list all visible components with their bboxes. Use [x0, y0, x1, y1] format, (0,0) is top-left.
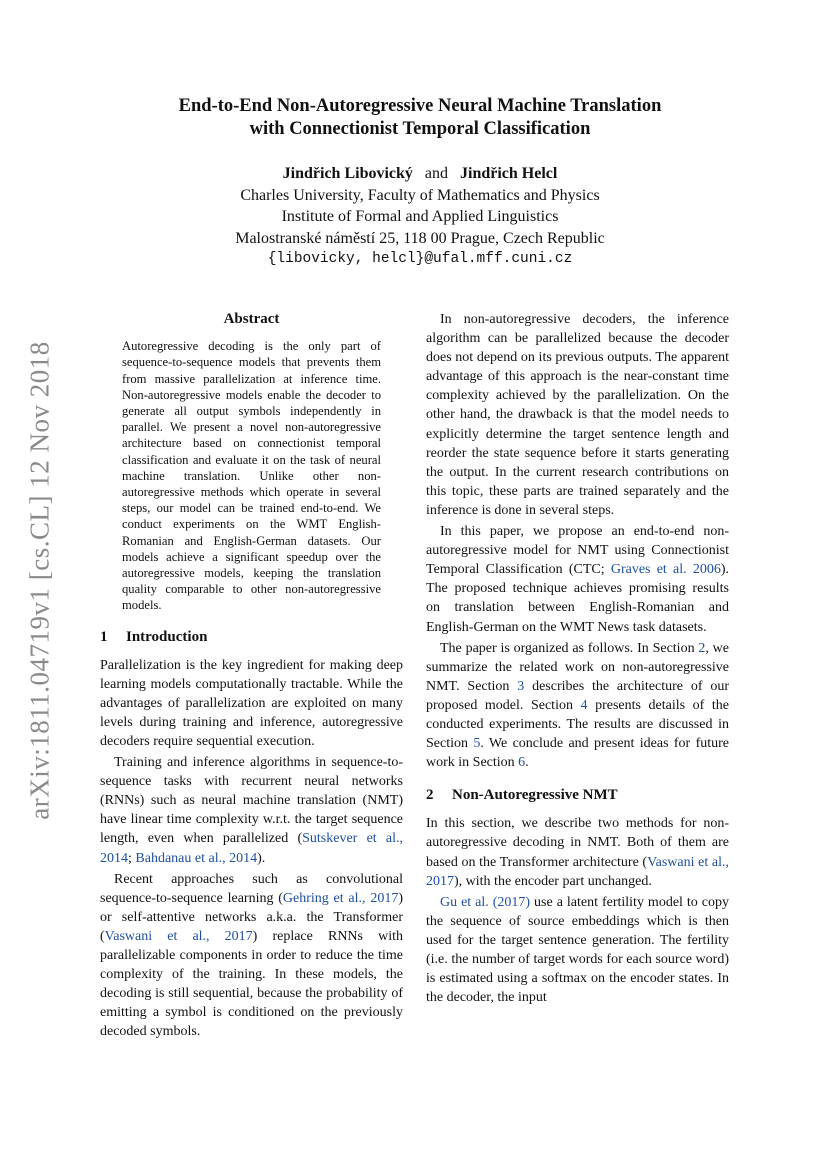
- author-conjunction: and: [424, 165, 449, 182]
- section-2-paragraph-1: In this section, we describe two methods for non-autoregressive decoding in NMT. Both of them are based on the Transformer architecture (Vaswani et al., 2017), with the encoder part unchanged.: [426, 816, 729, 889]
- citation-vaswani-2[interactable]: Vaswani et al., 2017: [426, 854, 729, 889]
- left-column: [100, 310, 403, 1044]
- section-ref-6[interactable]: 6: [518, 755, 526, 771]
- section-ref-3[interactable]: 3: [517, 678, 525, 694]
- citation-sutskever[interactable]: Sutskever et al., 2014: [100, 831, 404, 866]
- author-names: [100, 163, 740, 185]
- section-2-number: 2: [426, 787, 434, 804]
- arxiv-identifier-text: arXiv:1811.04719v1 [cs.CL] 12 Nov 2018: [24, 340, 55, 820]
- title-line-2: with Connectionist Temporal Classification: [249, 119, 591, 139]
- citation-gu[interactable]: Gu et al. (2017): [440, 894, 531, 910]
- right-paragraph-1: In non-autoregressive decoders, the inference algorithm can be parallelized because the decoder does not depend on its previous outputs. The apparent advantage of this approach is the near-constant time complexity achieved by the parallelization. On the other hand, the drawback is that the model needs to explicitly determine the target sentence length and reorder the state sequence before it starts generating the output. In the current research contributions on this topic, these parts are trained separately and the inference is done in several steps.: [426, 312, 729, 518]
- section-2-paragraph-2: Gu et al. (2017) use a latent fertility model to copy the sequence of source embeddings which is then used for the target sentence generation. The fertility (i.e. the number of target words for each source word) is estimated using a softmax on the encoder states. In the decoder, the input: [426, 894, 729, 1006]
- author-1: Jindřich Libovický: [282, 165, 413, 182]
- citation-gehring[interactable]: Gehring et al., 2017: [282, 890, 399, 906]
- section-ref-5[interactable]: 5: [473, 736, 481, 752]
- arxiv-identifier: [18, 330, 62, 830]
- citation-bahdanau[interactable]: Bahdanau et al., 2014: [135, 850, 258, 866]
- right-paragraph-3: The paper is organized as follows. In Section 2, we summarize the related work on non-autoregressive NMT. Section 3 describes the architecture of our proposed model. Section 4 presents details of the conducted experiments. The results are discussed in Section 5. We conclude and present ideas for future work in Section 6.: [426, 640, 730, 771]
- abstract-text: Autoregressive decoding is the only part of sequence-to-sequence models that prevents them from massive parallelization at inference time. Non-autoregressive models enable the decoder to generate all output symbols independently in parallel. We present a novel non-autoregressive architecture based on connectionist temporal classification and evaluate it on the task of neural machine translation. Unlike other non-autoregressive methods which operate in several steps, our model can be trained end-to-end. We conduct experiments on the WMT English-Romanian and English-German datasets. Our models achieve a significant speedup over the autoregressive models, keeping the translation quality comparable to other non-autoregressive models.: [122, 339, 381, 613]
- author-2: Jindřich Helcl: [460, 165, 558, 182]
- section-1-number: 1: [100, 628, 108, 645]
- paper-title: [100, 95, 740, 141]
- affiliation-2: Institute of Formal and Applied Linguistics: [281, 208, 559, 225]
- citation-vaswani[interactable]: Vaswani et al., 2017: [104, 928, 253, 944]
- intro-paragraph-3: Recent approaches such as convolutional sequence-to-sequence learning (Gehring et al., 2017) or self-attentive networks a.k.a. the Transformer (Vaswani et al., 2017) replace RNNs with parallelizable components in order to reduce the time complexity of the training. In these models, the decoding is still sequential, because the probability of emitting a symbol is conditioned on the previously decoded symbols.: [100, 871, 403, 1040]
- section-2-heading: [426, 786, 729, 805]
- intro-paragraph-1: Parallelization is the key ingredient for making deep learning models computationally tractable. While the advantages of parallelization are exploited on many levels during training and inference, autoregressive decoders require sequential execution.: [100, 657, 403, 750]
- section-2-title: Non-Autoregressive NMT: [452, 787, 618, 804]
- section-ref-2[interactable]: 2: [698, 640, 706, 656]
- section-ref-4[interactable]: 4: [580, 697, 588, 713]
- abstract-heading: Abstract: [223, 311, 280, 327]
- section-1-heading: [100, 628, 403, 647]
- author-block: [100, 163, 740, 271]
- address: Malostranské náměstí 25, 118 00 Prague, Czech Republic: [235, 229, 605, 247]
- intro-paragraph-2: Training and inference algorithms in sequence-to-sequence tasks with recurrent neural networks (RNNs) such as neural machine translation (NMT) have linear time complexity w.r.t. the target sequence length, even when parallelized (Sutskever et al., 2014; Bahdanau et al., 2014).: [100, 755, 404, 866]
- title-line-1: End-to-End Non-Autoregressive Neural Machine Translation: [178, 96, 662, 116]
- right-column: [426, 310, 729, 1009]
- citation-graves[interactable]: Graves et al. 2006: [610, 562, 721, 578]
- section-1-title: Introduction: [126, 628, 208, 645]
- author-email: {libovicky, helcl}@ufal.mff.cuni.cz: [267, 251, 573, 267]
- right-paragraph-2: In this paper, we propose an end-to-end non-autoregressive model for NMT using Connectionist Temporal Classification (CTC; Graves et al. 2006). The proposed technique achieves promising results on translation between English-Romanian and English-German on the WMT News task datasets.: [426, 524, 729, 635]
- affiliation-1: Charles University, Faculty of Mathematics and Physics: [240, 186, 600, 204]
